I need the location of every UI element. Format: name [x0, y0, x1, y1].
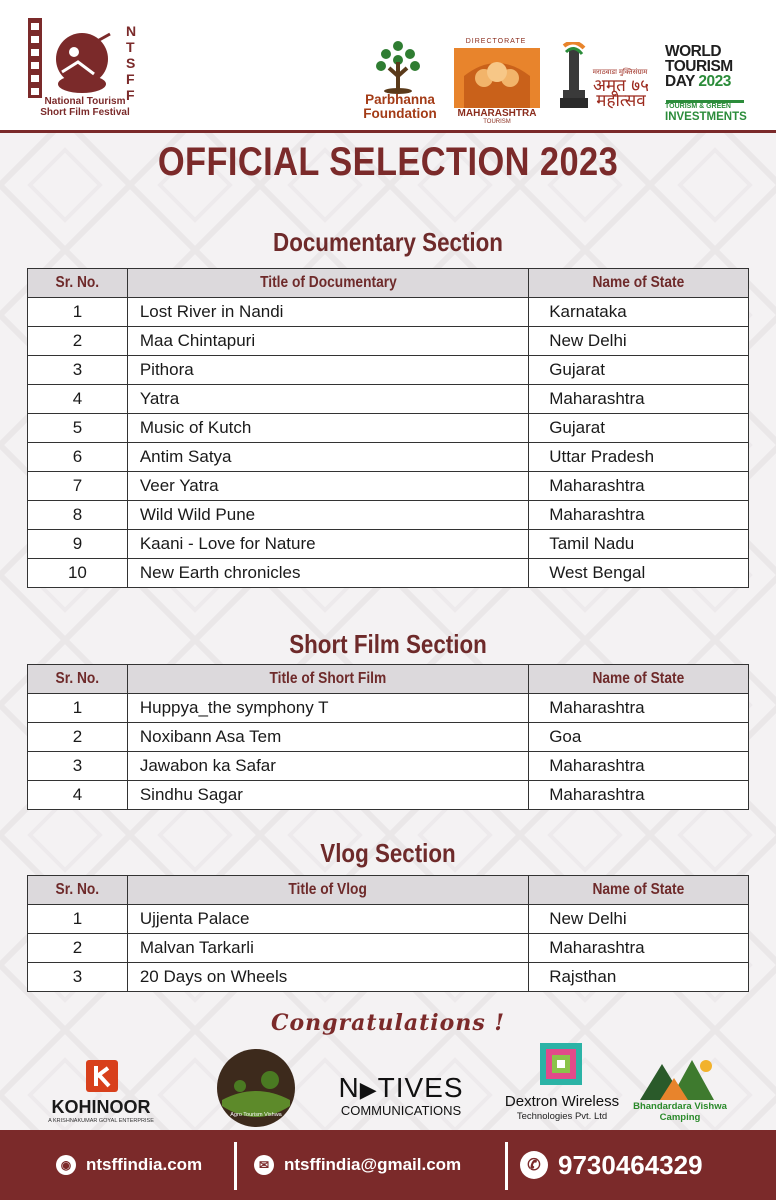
mail-icon: ✉	[254, 1155, 274, 1175]
title-cell: Pithora	[127, 356, 528, 385]
column-header-state: Name of State	[529, 665, 749, 694]
directorate-label: DIRECTORATE	[465, 38, 527, 45]
marathwada-label: मराठवाडा मुक्तिसंग्राम	[592, 69, 648, 76]
sr-no-cell: 1	[28, 905, 128, 934]
sr-no-cell: 2	[28, 327, 128, 356]
title-cell: Sindhu Sagar	[127, 781, 528, 810]
table-row	[28, 694, 749, 723]
header-bar	[0, 0, 776, 133]
svg-text:N: N	[126, 23, 137, 39]
phone-text[interactable]: 9730464329	[558, 1149, 703, 1180]
title-cell: Yatra	[127, 385, 528, 414]
documentary-table	[27, 268, 749, 588]
table-row	[28, 385, 749, 414]
title-cell: Lost River in Nandi	[127, 298, 528, 327]
globe-icon: ◉	[56, 1155, 76, 1175]
state-cell: Maharashtra	[529, 385, 749, 414]
footer-divider	[505, 1142, 508, 1190]
title-cell: Ujjenta Palace	[127, 905, 528, 934]
table-row	[28, 559, 749, 588]
title-cell: Noxibann Asa Tem	[127, 723, 528, 752]
documentary-section-heading: Documentary Section	[273, 227, 503, 257]
state-cell: Gujarat	[529, 356, 749, 385]
short-film-section-heading: Short Film Section	[289, 629, 487, 659]
table-row	[28, 723, 749, 752]
world-tourism-day-logo: WORLD TOURISM DAY 2023	[665, 43, 733, 90]
congratulations-text: Congratulations !	[270, 1010, 506, 1036]
footer-bar	[0, 1130, 776, 1200]
table-row	[28, 414, 749, 443]
dextron-name: Dextron Wireless	[504, 1093, 620, 1110]
state-cell: Maharashtra	[529, 694, 749, 723]
sr-no-cell: 6	[28, 443, 128, 472]
email-contact[interactable]	[254, 1130, 461, 1200]
table-header-row	[28, 269, 749, 298]
table-row	[28, 530, 749, 559]
state-cell: Maharashtra	[529, 781, 749, 810]
footer-divider	[234, 1142, 237, 1190]
sr-no-cell: 3	[28, 963, 128, 992]
website-text[interactable]: ntsffindia.com	[86, 1155, 203, 1174]
dextron-logo-icon	[540, 1043, 582, 1085]
column-header-state: Name of State	[529, 269, 749, 298]
title-cell: New Earth chronicles	[127, 559, 528, 588]
state-cell: New Delhi	[529, 327, 749, 356]
kohinoor-name: KOHINOOR	[51, 1097, 151, 1117]
play-triangle-icon: ▶	[359, 1077, 378, 1102]
sr-no-cell: 3	[28, 752, 128, 781]
phone-icon: ✆	[520, 1151, 548, 1179]
page-title: OFFICIAL SELECTION 2023	[157, 140, 619, 184]
title-cell: Huppya_the symphony T	[127, 694, 528, 723]
vlog-table	[27, 875, 749, 992]
table-row	[28, 934, 749, 963]
column-header-sr-no: Sr. No.	[28, 876, 128, 905]
table-row	[28, 905, 749, 934]
state-cell: Gujarat	[529, 414, 749, 443]
sr-no-cell: 2	[28, 934, 128, 963]
state-cell: Karnataka	[529, 298, 749, 327]
short-film-table	[27, 664, 749, 810]
phone-contact[interactable]	[520, 1130, 703, 1200]
state-cell: West Bengal	[529, 559, 749, 588]
state-cell: Tamil Nadu	[529, 530, 749, 559]
title-cell: Veer Yatra	[127, 472, 528, 501]
state-cell: Rajsthan	[529, 963, 749, 992]
agro-tourism-vishwa-logo	[216, 1048, 296, 1128]
parbhanna-foundation-name: Parbhanna Foundation	[363, 92, 437, 121]
svg-text:F: F	[126, 87, 135, 103]
column-header-sr-no: Sr. No.	[28, 665, 128, 694]
column-header-sr-no: Sr. No.	[28, 269, 128, 298]
sr-no-cell: 7	[28, 472, 128, 501]
sr-no-cell: 1	[28, 298, 128, 327]
natives-name: N▶TIVES	[338, 1072, 464, 1103]
vlog-section-heading: Vlog Section	[320, 838, 456, 868]
table-header-row	[28, 665, 749, 694]
title-cell: Malvan Tarkarli	[127, 934, 528, 963]
bhandardara-camping-tent-icon	[640, 1056, 720, 1100]
column-header-title: Title of Vlog	[127, 876, 528, 905]
sr-no-cell: 8	[28, 501, 128, 530]
table-header-row	[28, 876, 749, 905]
svg-text:F: F	[126, 71, 135, 87]
parbhanna-tree-icon	[375, 40, 421, 94]
title-cell: Maa Chintapuri	[127, 327, 528, 356]
state-cell: New Delhi	[529, 905, 749, 934]
title-cell: Wild Wild Pune	[127, 501, 528, 530]
title-cell: Music of Kutch	[127, 414, 528, 443]
sr-no-cell: 5	[28, 414, 128, 443]
title-cell: Kaani - Love for Nature	[127, 530, 528, 559]
sr-no-cell: 10	[28, 559, 128, 588]
state-cell: Maharashtra	[529, 472, 749, 501]
maharashtra-name: MAHARASHTRA	[457, 108, 537, 119]
table-row	[28, 443, 749, 472]
agro-logo-text: Agro Tourism Vishwa	[230, 1112, 282, 1118]
state-cell: Uttar Pradesh	[529, 443, 749, 472]
state-cell: Maharashtra	[529, 752, 749, 781]
amrit-mahotsav-label: अमृत ७५ महोत्सव	[593, 76, 649, 111]
title-cell: Antim Satya	[127, 443, 528, 472]
svg-text:T: T	[126, 39, 135, 55]
sr-no-cell: 2	[28, 723, 128, 752]
title-cell: 20 Days on Wheels	[127, 963, 528, 992]
table-row	[28, 781, 749, 810]
website-contact[interactable]	[56, 1130, 202, 1200]
dextron-sub: Technologies Pvt. Ltd	[516, 1111, 608, 1122]
sr-no-cell: 3	[28, 356, 128, 385]
table-row	[28, 472, 749, 501]
state-cell: Maharashtra	[529, 934, 749, 963]
amrit-mahotsav-monument-icon	[560, 42, 588, 110]
column-header-title: Title of Short Film	[127, 665, 528, 694]
state-cell: Maharashtra	[529, 501, 749, 530]
table-row	[28, 752, 749, 781]
bhandardara-name: Bhandardara Vishwa Camping	[633, 1101, 727, 1123]
sr-no-cell: 1	[28, 694, 128, 723]
table-row	[28, 501, 749, 530]
kohinoor-k-icon	[86, 1060, 118, 1092]
kohinoor-tagline: A KRISHNAKUMAR GOYAL ENTERPRISE	[48, 1118, 154, 1124]
svg-text:S: S	[126, 55, 136, 71]
ntsff-festival-name: National Tourism Short Film Festival	[40, 96, 130, 118]
column-header-state: Name of State	[529, 876, 749, 905]
sr-no-cell: 9	[28, 530, 128, 559]
email-text[interactable]: ntsffindia@gmail.com	[284, 1155, 462, 1174]
maharashtra-tourism-sub: TOURISM	[483, 119, 511, 125]
table-row	[28, 298, 749, 327]
sr-no-cell: 4	[28, 781, 128, 810]
column-header-title: Title of Documentary	[127, 269, 528, 298]
table-row	[28, 963, 749, 992]
sr-no-cell: 4	[28, 385, 128, 414]
maharashtra-tourism-logo	[454, 48, 540, 108]
table-row	[28, 356, 749, 385]
natives-communications: COMMUNICATIONS	[340, 1103, 462, 1118]
title-cell: Jawabon ka Safar	[127, 752, 528, 781]
table-row	[28, 327, 749, 356]
state-cell: Goa	[529, 723, 749, 752]
wtd-theme: TOURISM & GREEN INVESTMENTS	[665, 103, 747, 123]
